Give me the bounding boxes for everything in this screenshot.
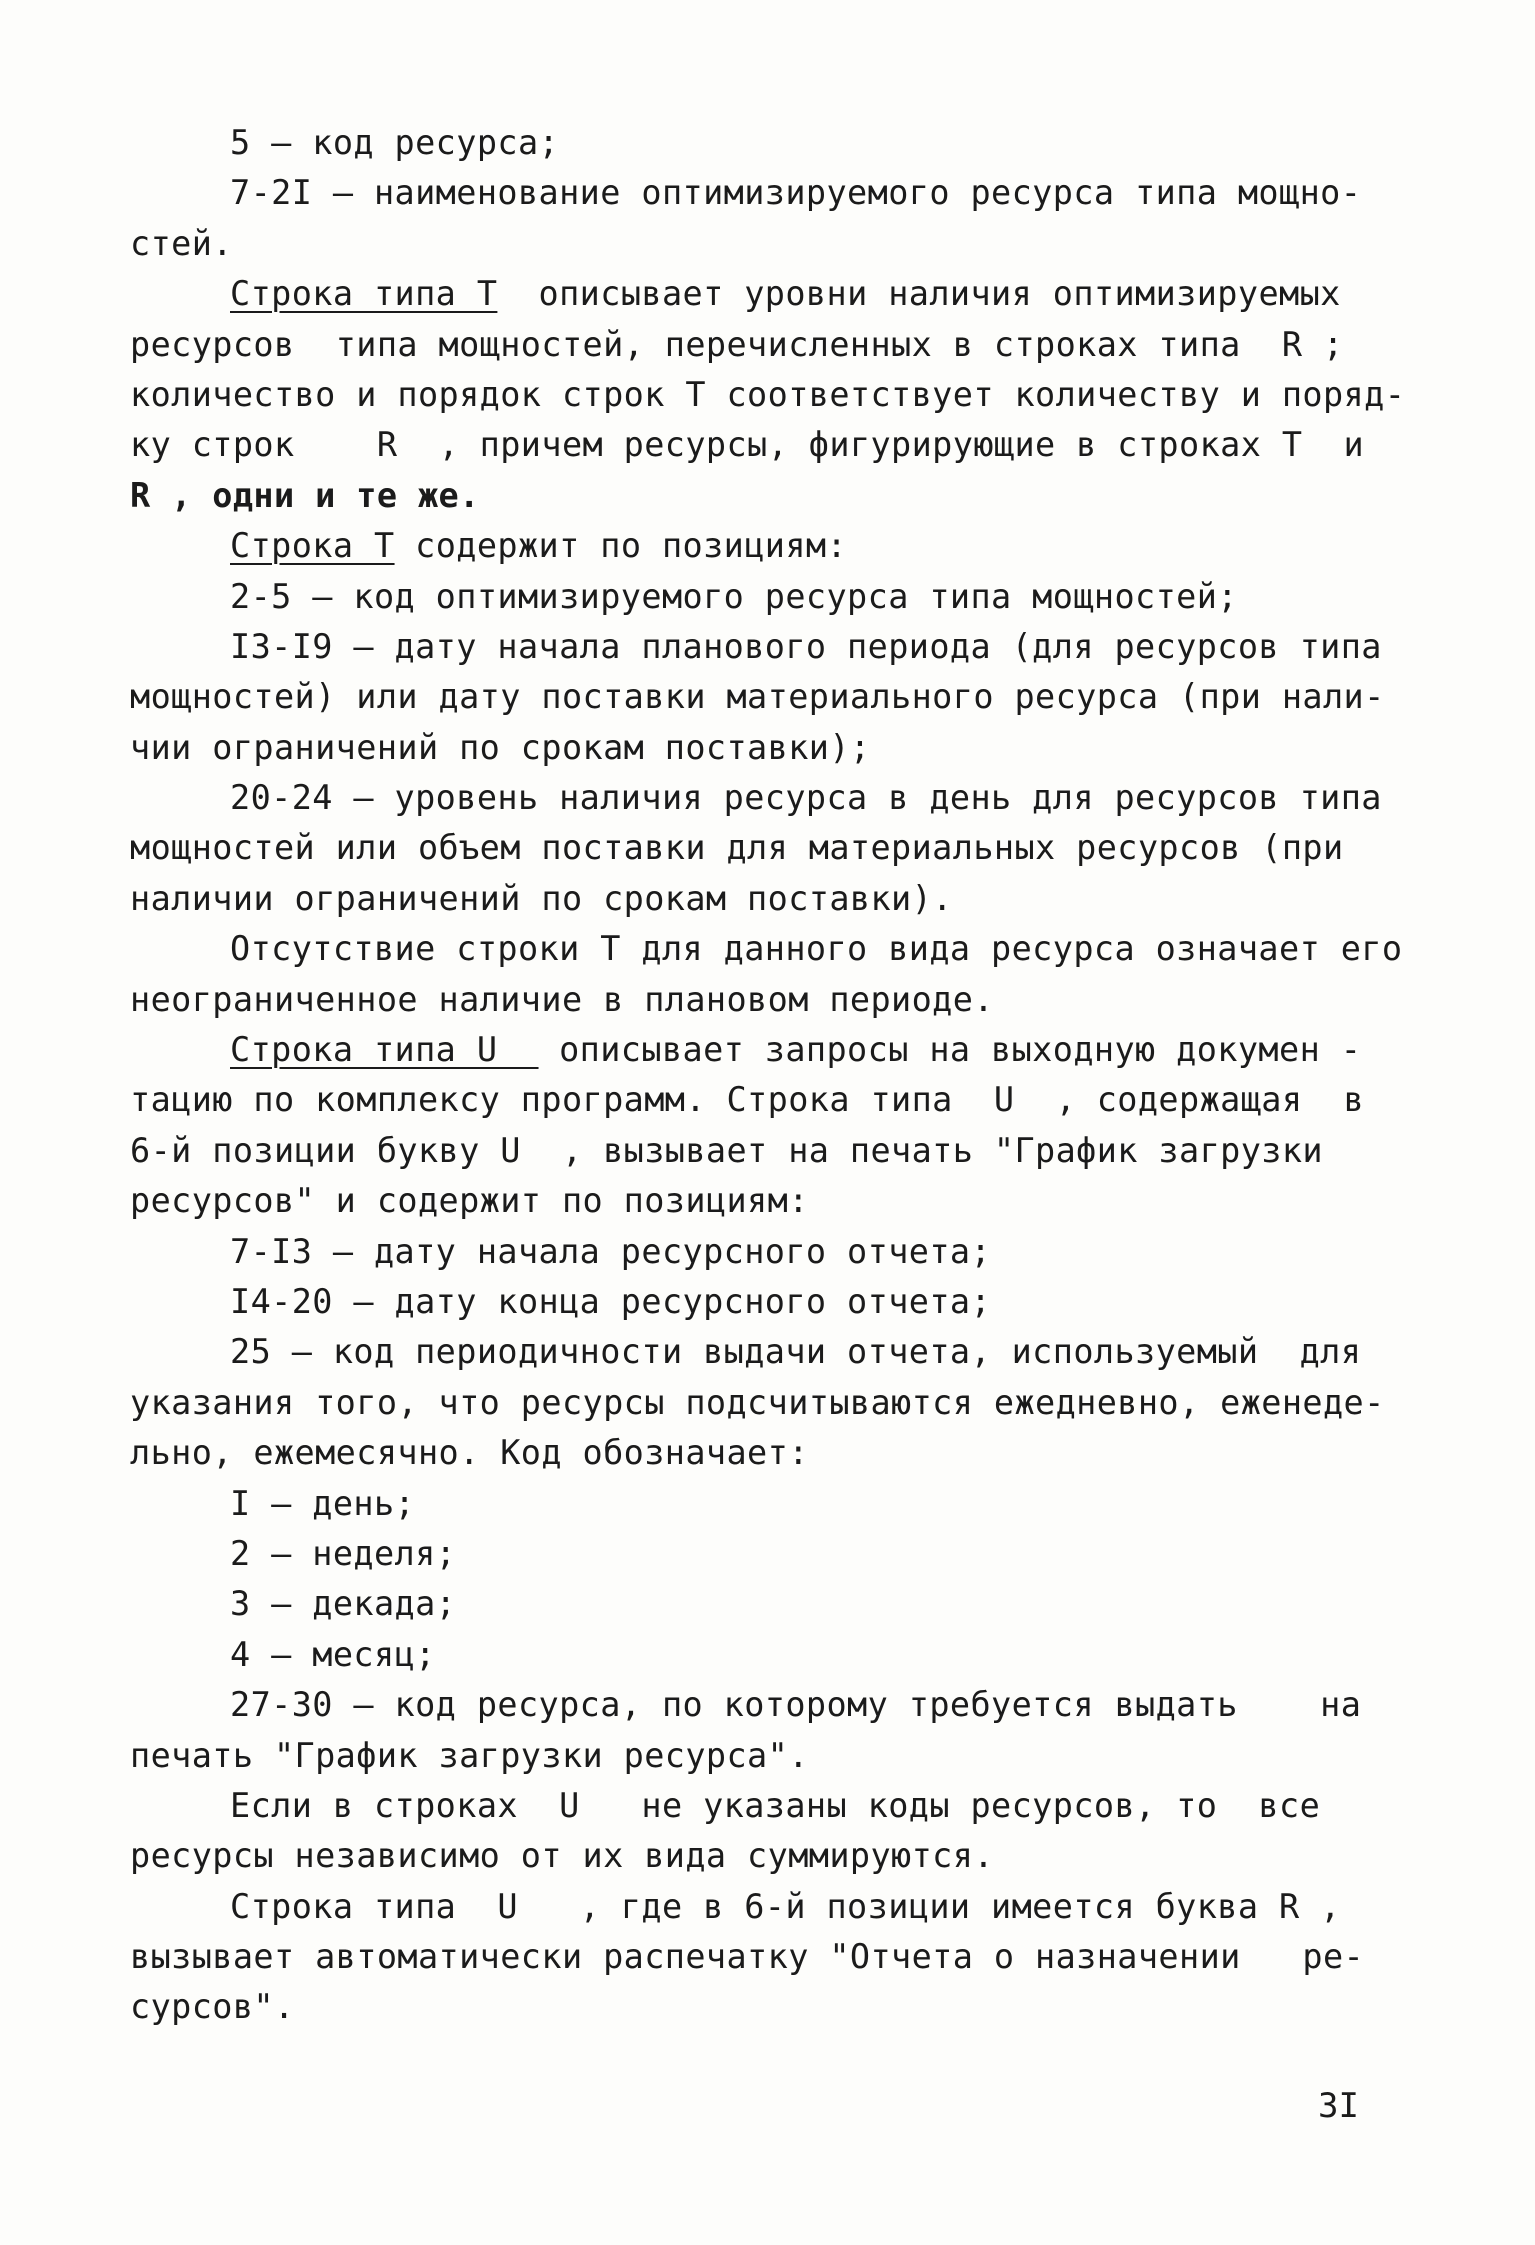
- text-line: 25 – код периодичности выдачи отчета, используемый для: [230, 1332, 1362, 1372]
- text-line: 20-24 – уровень наличия ресурса в день для ресурсов типа: [230, 778, 1382, 818]
- text-fragment: содержит по позициям:: [394, 526, 848, 566]
- text-line: стей.: [130, 223, 233, 263]
- text-line: тацию по комплексу программ. Строка типа U , содержащая в: [130, 1080, 1365, 1120]
- text-line: количество и порядок строк Т соответствует количеству и поряд-: [130, 374, 1406, 414]
- text-line: 5 – код ресурса;: [230, 123, 560, 162]
- text-line: [130, 269, 1420, 319]
- text-line: мощностей или объем поставки для материальных ресурсов (при: [130, 828, 1344, 868]
- document-body: [130, 118, 1420, 2033]
- text-line: R , одни и те же.: [130, 475, 480, 515]
- text-line: наличии ограничений по срокам поставки).: [130, 878, 953, 918]
- text-line: ку строк R , причем ресурсы, фигурирующие в строках Т и: [130, 425, 1365, 465]
- text-line: [130, 521, 1420, 571]
- text-line: неограниченное наличие в плановом периоде.: [130, 979, 994, 1019]
- text-line: мощностей) или дату поставки материального ресурса (при нали-: [130, 677, 1385, 717]
- list-item: 4 – месяц;: [230, 1634, 436, 1674]
- section-heading-t: Строка Т: [230, 526, 395, 566]
- list-item: I – день;: [230, 1483, 416, 1523]
- text-line: 27-30 – код ресурса, по которому требуется выдать на: [230, 1685, 1362, 1725]
- list-item: 3 – декада;: [230, 1584, 457, 1624]
- section-heading-t-type: Строка типа Т: [230, 274, 498, 314]
- text-line: сурсов".: [130, 1987, 295, 2027]
- text-line: ресурсов типа мощностей, перечисленных в строках типа R ;: [130, 324, 1344, 364]
- text-line: льно, ежемесячно. Код обозначает:: [130, 1433, 809, 1473]
- text-line: ресурсы независимо от их вида суммируются.: [130, 1836, 994, 1876]
- text-line: I3-I9 – дату начала планового периода (для ресурсов типа: [230, 626, 1382, 666]
- text-line: ресурсов" и содержит по позициям:: [130, 1181, 809, 1221]
- text-line: 7-I3 – дату начала ресурсного отчета;: [230, 1231, 992, 1271]
- text-line: I4-20 – дату конца ресурсного отчета;: [230, 1281, 992, 1321]
- text-line: вызывает автоматически распечатку "Отчета о назначении ре-: [130, 1937, 1365, 1977]
- list-item: 2 – неделя;: [230, 1533, 457, 1573]
- text-line: Если в строках U не указаны коды ресурсов, то все: [230, 1785, 1321, 1825]
- text-line: 7-2I – наименование оптимизируемого ресурса типа мощно-: [230, 173, 1362, 213]
- text-line: указания того, что ресурсы подсчитываются ежедневно, еженеде-: [130, 1382, 1385, 1422]
- text-line: 2-5 – код оптимизируемого ресурса типа мощностей;: [230, 576, 1238, 616]
- text-fragment: описывает уровни наличия оптимизируемых: [497, 274, 1341, 314]
- page-number: 3I: [1318, 2086, 1359, 2126]
- text-line: Отсутствие строки Т для данного вида ресурса означает его: [230, 929, 1403, 969]
- section-heading-u-type: Строка типа U: [230, 1030, 539, 1070]
- text-line: чии ограничений по срокам поставки);: [130, 727, 871, 767]
- text-line: Строка типа U , где в 6-й позиции имеется буква R ,: [230, 1886, 1341, 1926]
- text-line: [130, 1025, 1420, 1075]
- text-line: 6-й позиции букву U , вызывает на печать "График загрузки: [130, 1130, 1323, 1170]
- text-fragment: описывает запросы на выходную докумен -: [538, 1030, 1362, 1070]
- text-line: печать "График загрузки ресурса".: [130, 1735, 809, 1775]
